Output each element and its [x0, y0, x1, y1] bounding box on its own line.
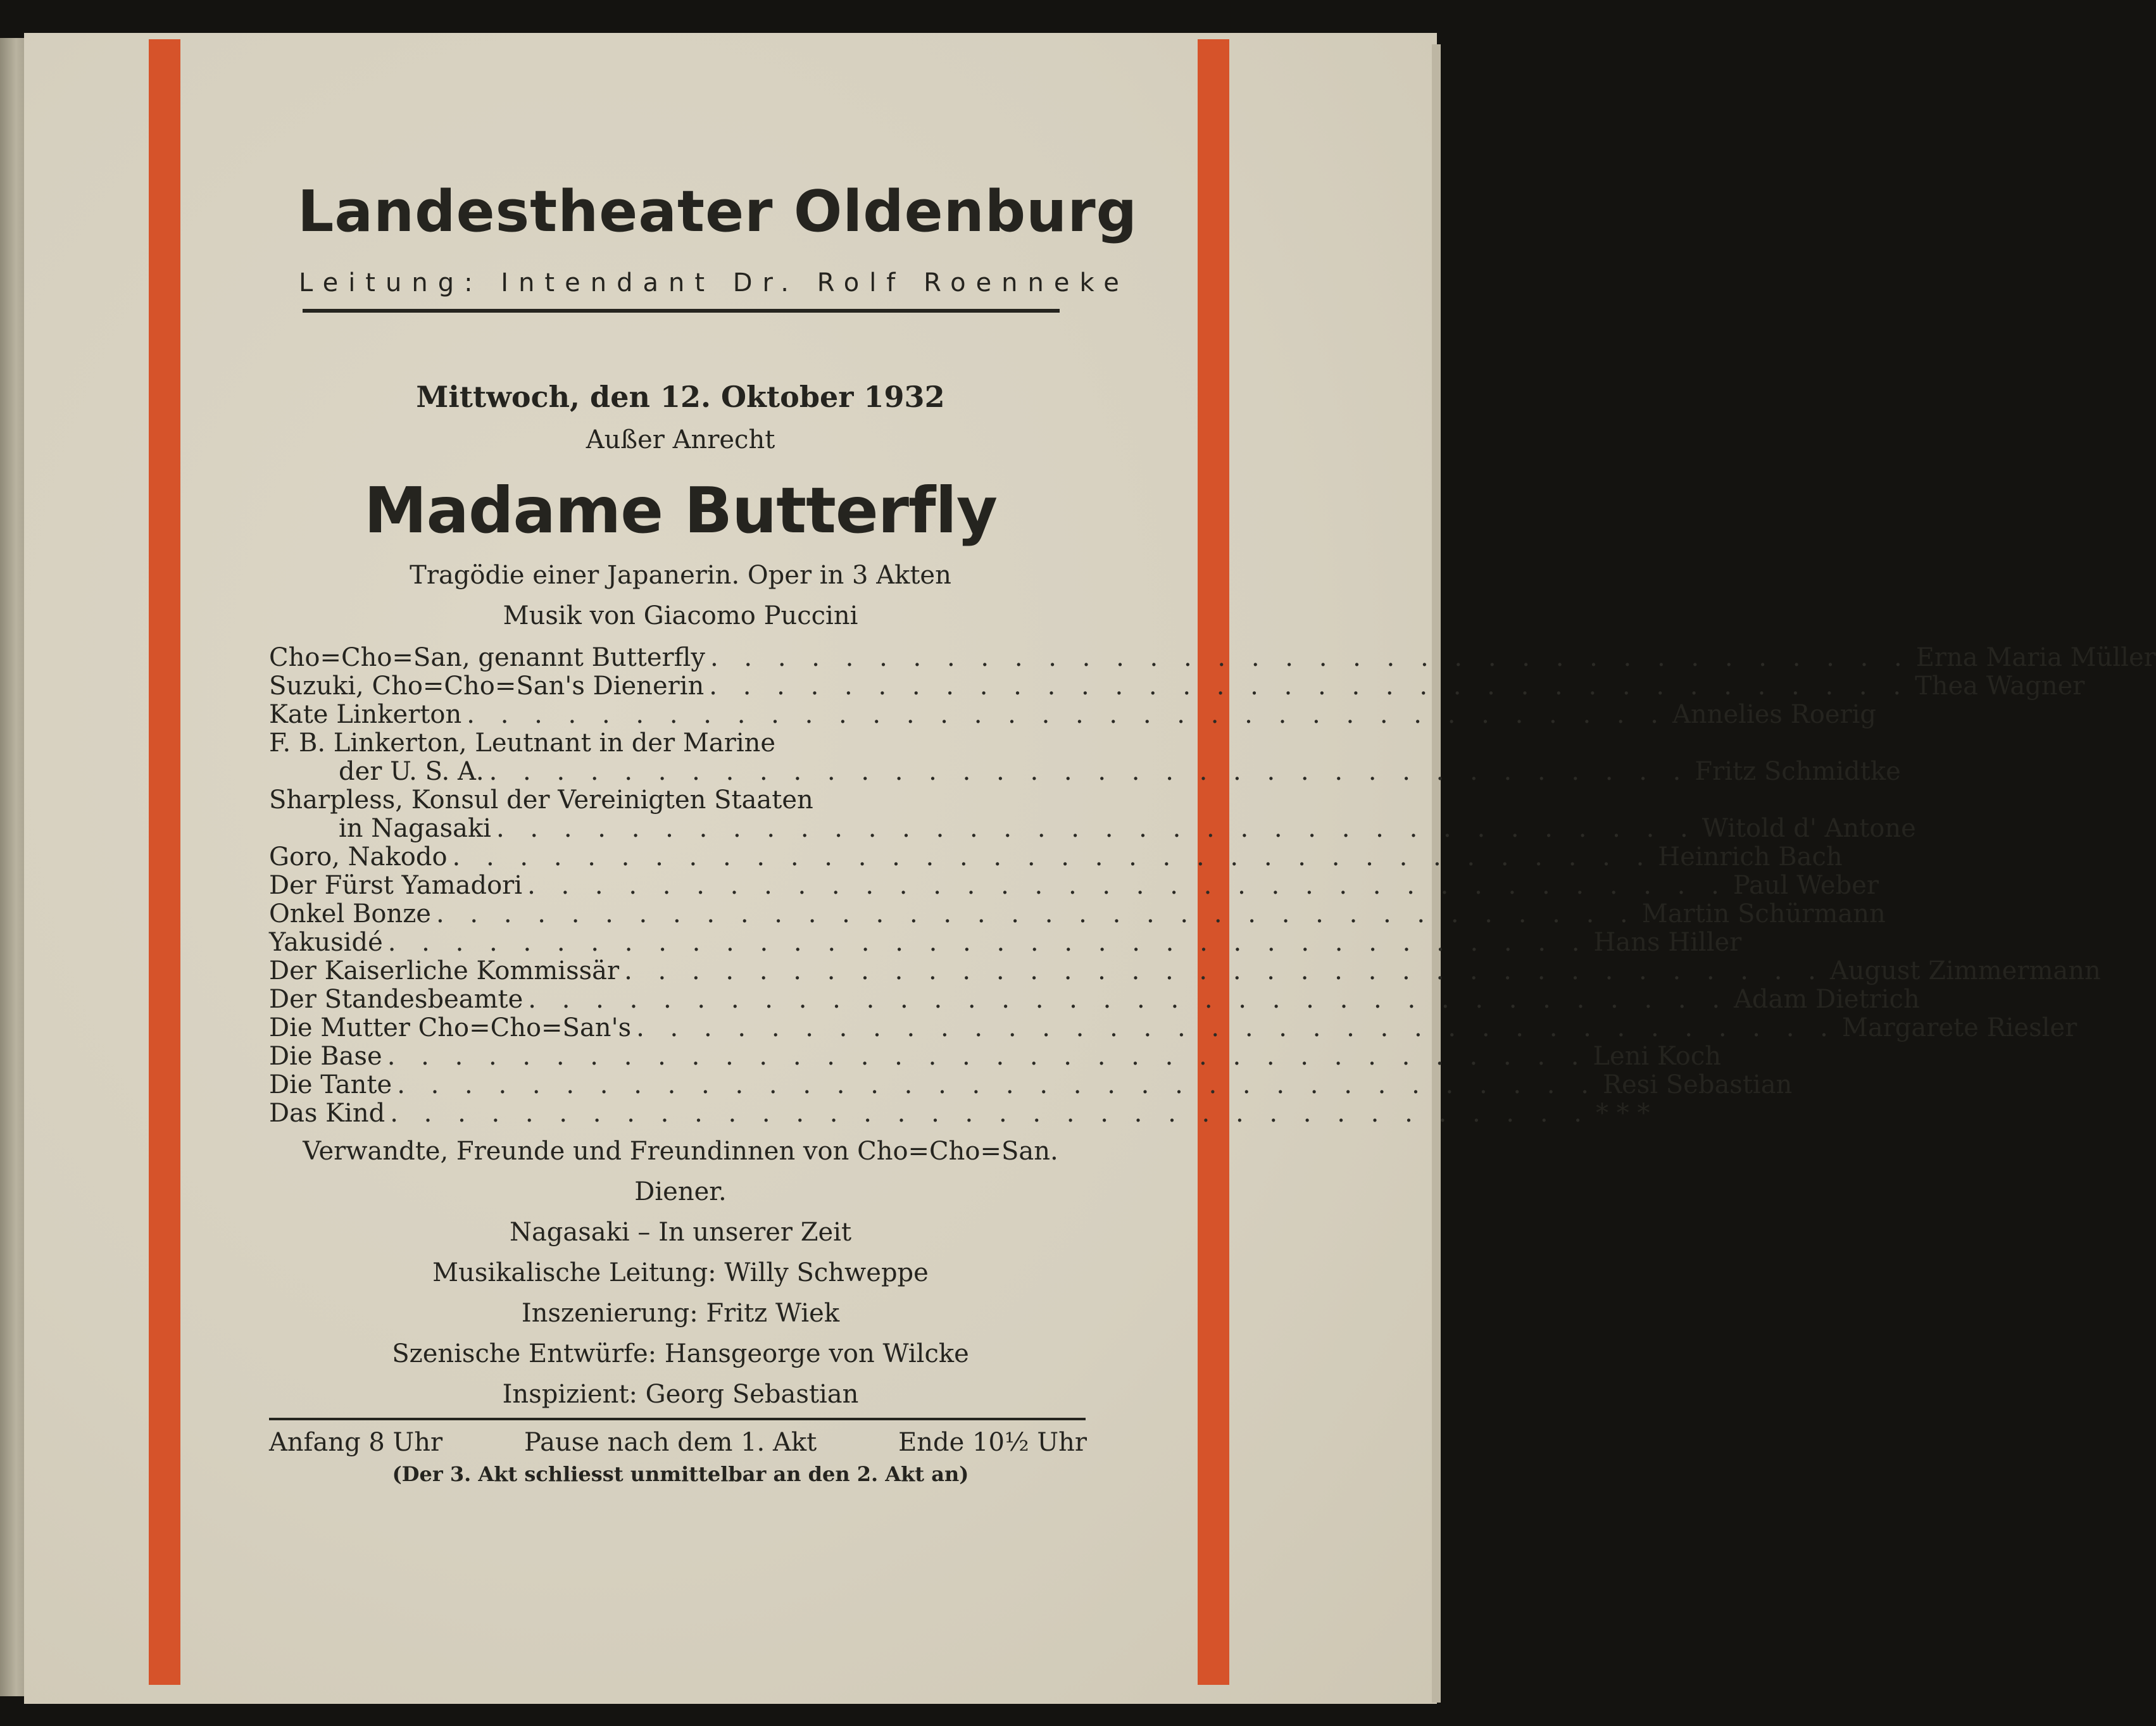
opera-title: Madame Butterfly — [363, 473, 997, 547]
cast-role: Die Tante — [269, 1070, 392, 1099]
cast-role: Suzuki, Cho=Cho=San's Dienerin — [269, 672, 705, 701]
cast-role: Onkel Bonze — [269, 899, 431, 929]
cast-role: Der Standesbeamte — [269, 985, 523, 1014]
start-time: Anfang 8 Uhr — [269, 1428, 443, 1457]
staging-line: Inszenierung: Fritz Wiek — [521, 1299, 840, 1328]
cast-actor: Resi Sebastian — [1602, 1070, 1793, 1099]
cast-role: Goro, Nakodo — [269, 842, 448, 872]
cast-actor: Annelies Roerig — [1672, 700, 1877, 729]
cast-row — [269, 871, 1879, 900]
musical-direction-line: Musikalische Leitung: Willy Schweppe — [432, 1258, 929, 1287]
composer-line: Musik von Giacomo Puccini — [503, 601, 858, 630]
dot-leader: . . . . . . . . . . . . . . . . . . . . . . . . . . . . . . . . . . . . — [436, 899, 1637, 929]
cast-actor: Leni Koch — [1593, 1042, 1722, 1071]
dot-leader: . . . . . . . . . . . . . . . . . . . . . . . . . . . . . . . . . . . . — [387, 928, 1589, 957]
cast-role: Cho=Cho=San, genannt Butterfly — [269, 643, 705, 672]
cast-role: Das Kind — [269, 1099, 385, 1128]
cast-actor: Fritz Schmidtke — [1695, 757, 1901, 786]
left-orange-stripe — [149, 39, 180, 1685]
cast-actor: Heinrich Bach — [1658, 842, 1843, 872]
cast-actor: Adam Dietrich — [1734, 985, 1920, 1014]
cast-role: Yakusidé — [269, 928, 383, 957]
dot-leader: . . . . . . . . . . . . . . . . . . . . . . . . . . . . . . . . . . . . — [636, 1013, 1837, 1042]
cast-row — [269, 842, 1843, 872]
cast-row — [269, 757, 1901, 786]
cast-role: Die Mutter Cho=Cho=San's — [269, 1013, 632, 1042]
cast-role: in Nagasaki — [339, 814, 491, 843]
cast-actor: Martin Schürmann — [1641, 899, 1886, 929]
cast-actor: Thea Wagner — [1915, 672, 2085, 701]
dot-leader: . . . . . . . . . . . . . . . . . . . . . . . . . . . . . . . . . . . . — [710, 643, 1911, 672]
cast-row — [269, 956, 2101, 985]
theater-name: Landestheater Oldenburg — [298, 178, 1138, 245]
cast-role: Kate Linkerton — [269, 700, 462, 729]
cast-list — [269, 643, 2156, 1128]
dot-leader: . . . . . . . . . . . . . . . . . . . . . . . . . . . . . . . . . . . . — [489, 757, 1690, 786]
cast-actor: Paul Weber — [1733, 871, 1879, 900]
opera-subtitle: Tragödie einer Japanerin. Oper in 3 Akten — [410, 561, 951, 590]
cast-role: Der Kaiserliche Kommissär — [269, 956, 620, 985]
cast-actor: * * * — [1595, 1099, 1650, 1128]
setting-line: Nagasaki – In unserer Zeit — [509, 1218, 852, 1247]
dot-leader: . . . . . . . . . . . . . . . . . . . . . . . . . . . . . . . . . . . . — [528, 985, 1729, 1014]
cast-row — [269, 814, 1916, 843]
cast-actor: Erna Maria Müller — [1915, 643, 2156, 672]
cast-role: Der Fürst Yamadori — [269, 871, 523, 900]
dot-leader: . . . . . . . . . . . . . . . . . . . . . . . . . . . . . . . . . . . . — [709, 672, 1910, 701]
performance-date: Mittwoch, den 12. Oktober 1932 — [416, 380, 945, 414]
theater-direction: Leitung: Intendant Dr. Rolf Roenneke — [299, 268, 1129, 297]
intermission: Pause nach dem 1. Akt — [524, 1428, 817, 1457]
cast-role: F. B. Linkerton, Leutnant in der Marine — [269, 729, 776, 758]
cast-actor: Margarete Riesler — [1841, 1013, 2078, 1042]
cast-row — [269, 899, 1886, 929]
footer-divider — [269, 1418, 1086, 1420]
cast-role: der U. S. A. — [339, 757, 484, 786]
cast-actor: Witold d' Antone — [1702, 814, 1916, 843]
cast-row — [269, 643, 2156, 672]
cast-actor: Hans Hiller — [1593, 928, 1742, 957]
cast-role: Sharpless, Konsul der Vereinigten Staaten — [269, 785, 813, 815]
cast-row — [269, 1099, 1650, 1128]
dot-leader: . . . . . . . . . . . . . . . . . . . . . . . . . . . . . . . . . . . . — [390, 1099, 1591, 1128]
cast-row — [269, 1070, 1793, 1099]
dot-leader: . . . . . . . . . . . . . . . . . . . . . . . . . . . . . . . . . . . . — [624, 956, 1825, 985]
cast-row — [269, 672, 2085, 701]
scenic-design-line: Szenische Entwürfe: Hansgeorge von Wilcke — [392, 1339, 969, 1368]
stage-manager-line: Inspizient: Georg Sebastian — [502, 1380, 859, 1409]
act-note: (Der 3. Akt schliesst unmittelbar an den 2. Akt an) — [392, 1462, 969, 1486]
cast-row — [269, 1013, 2078, 1042]
servants-line: Diener. — [634, 1177, 727, 1206]
dot-leader: . . . . . . . . . . . . . . . . . . . . . . . . . . . . . . . . . . . . — [387, 1042, 1588, 1071]
relatives-line: Verwandte, Freunde und Freundinnen von Cho=Cho=San. — [303, 1137, 1058, 1166]
footer-times — [269, 1428, 1087, 1457]
dot-leader: . . . . . . . . . . . . . . . . . . . . . . . . . . . . . . . . . . . . — [527, 871, 1728, 900]
cast-row — [269, 985, 1920, 1014]
header-divider — [303, 309, 1060, 313]
dot-leader: . . . . . . . . . . . . . . . . . . . . . . . . . . . . . . . . . . . . — [397, 1070, 1598, 1099]
cast-role: Die Base — [269, 1042, 382, 1071]
cast-row — [269, 700, 1877, 729]
end-time: Ende 10½ Uhr — [898, 1428, 1087, 1457]
adjacent-page-edge — [0, 38, 27, 1696]
cast-row — [269, 928, 1742, 957]
cast-row — [269, 1042, 1722, 1071]
dot-leader: . . . . . . . . . . . . . . . . . . . . . . . . . . . . . . . . . . . . — [496, 814, 1697, 843]
subscription-note: Außer Anrecht — [586, 425, 775, 454]
dot-leader: . . . . . . . . . . . . . . . . . . . . . . . . . . . . . . . . . . . . — [467, 700, 1668, 729]
dot-leader: . . . . . . . . . . . . . . . . . . . . . . . . . . . . . . . . . . . . — [452, 842, 1653, 872]
cast-actor: August Zimmermann — [1829, 956, 2101, 985]
